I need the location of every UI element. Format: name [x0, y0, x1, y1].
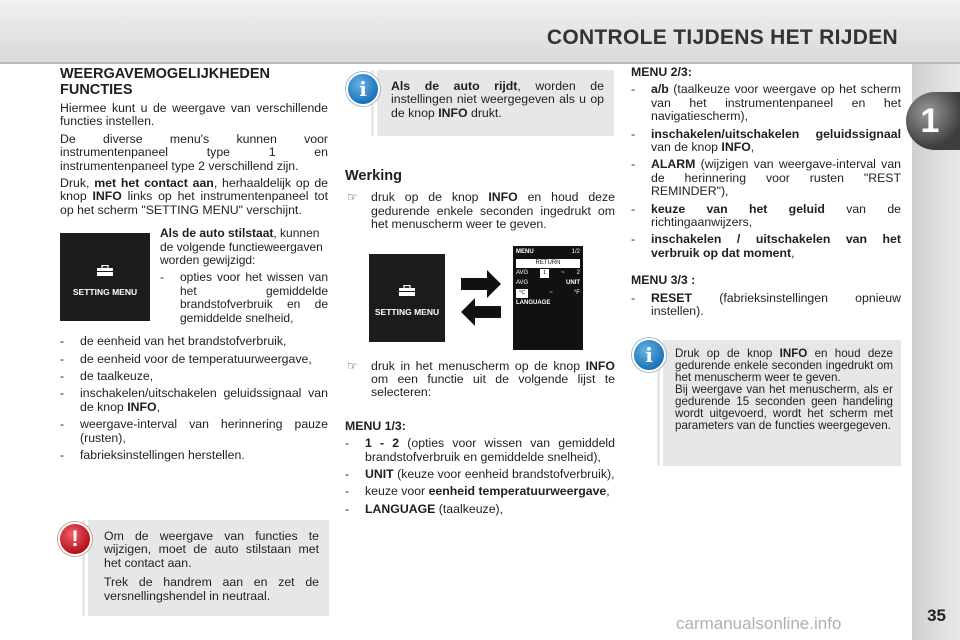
menu-1-list: [345, 437, 615, 516]
setting-menu-label: SETTING MENU: [374, 307, 440, 318]
stilstaat-text: Als de auto stilstaat, kunnen de volgende functieweergaven worden gewijzigd: - opties voor het wissen van het gemiddelde brandstofverbruik en de gemiddelde snelheid,: [160, 227, 328, 329]
list-item: - 1 - 2 (opties voor wissen van gemiddeld brandstofverbruik en gemiddelde snelheid),: [345, 437, 615, 464]
column-left: [60, 66, 328, 466]
intro-paragraph: Hiermee kunt u de weergave van verschillende functies instellen.: [60, 101, 328, 129]
column-middle: [345, 170, 615, 520]
menu-2-list: [631, 83, 901, 260]
list-item: - fabrieksinstellingen herstellen.: [60, 449, 328, 462]
werking-title: Werking: [345, 168, 402, 184]
warning-text-2: Trek de handrem aan en zet de versnellingshendel in neutraal.: [104, 575, 319, 603]
info-box-bottom: [660, 340, 901, 466]
werking-step-2: ☞ druk in het menuscherm op de knop INFO om een functie uit de volgende lijst te selecteren:: [347, 358, 615, 400]
werking-step-1: ☞ druk op de knop INFO en houd deze gedurende enkele seconden ingedrukt om het menuscherm weer te geven.: [347, 190, 615, 232]
list-item: - inschakelen / uitschakelen van het verbruik op dat moment,: [631, 233, 901, 260]
info-icon: i: [346, 72, 380, 106]
exclamation-icon: !: [58, 522, 92, 556]
setting-menu-label: SETTING MENU: [72, 287, 138, 298]
info-bottom-text-1: Druk op de knop INFO en houd deze gedurende enkele seconden ingedrukt om het menuscherm weer te geven.: [675, 347, 894, 384]
list-item: - weergave-interval van herinnering pauze (rusten),: [60, 418, 328, 445]
page-header-title: CONTROLE TIJDENS HET RIJDEN: [546, 26, 898, 49]
warning-text-1: Om de weergave van functies te wijzigen, moet de auto stilstaan met het contact aan.: [104, 529, 319, 570]
list-item: - inschakelen/uitschakelen geluidssignaal van de knop INFO,: [631, 128, 901, 155]
section-title: WEERGAVEMOGELIJKHEDEN FUNCTIES: [60, 66, 271, 98]
menu-screen-image: MENU 1/2 RETURN AVG 1 ~ 2 AVG UNIT °C ~ °F LANGUAGE: [513, 246, 583, 350]
stilstaat-block: [60, 227, 328, 329]
swap-arrows-icon: [457, 268, 505, 328]
menu-2-heading: MENU 2/3:: [631, 65, 692, 79]
side-strip: [912, 64, 960, 640]
menu-3-heading: MENU 3/3 :: [631, 273, 696, 288]
menu-illustration: [345, 246, 615, 350]
menu-3-list: [631, 292, 901, 319]
watermark: carmanualsonline.info: [676, 614, 842, 633]
setting-menu-screen-image: [60, 233, 150, 321]
info-top-text: Als de auto rijdt, worden de instellingen niet weergegeven als u op de knop INFO drukt.: [391, 79, 604, 120]
list-item: - LANGUAGE (taalkeuze),: [345, 503, 615, 516]
list-item: - ALARM (wijzigen van weergave-interval van de herinnering voor rusten "REST REMINDER"),: [631, 158, 901, 198]
pointing-hand-icon: ☞: [347, 190, 358, 205]
info-box-top: [374, 70, 614, 136]
warning-box: [85, 520, 329, 616]
menu-return: RETURN: [516, 259, 580, 268]
chapter-tab[interactable]: 1: [906, 92, 960, 150]
list-item: - de taalkeuze,: [60, 370, 328, 383]
toolbox-icon: [398, 285, 416, 297]
list-item: - inschakelen/uitschakelen geluidssignaal van de knop INFO,: [60, 387, 328, 414]
function-list: [60, 335, 328, 462]
list-item: - opties voor het wissen van het gemiddelde brandstofverbruik en de gemiddelde snelheid,: [160, 271, 328, 325]
list-item: - keuze voor eenheid temperatuurweergave,: [345, 485, 615, 498]
menus-paragraph: De diverse menu's kunnen voor instrumentenpaneel type 1 en instrumentenpaneel type 2 verschillend zijn.: [60, 131, 328, 173]
menu-1-heading: MENU 1/3:: [345, 418, 406, 433]
list-item: - RESET (fabrieksinstellingen opnieuw instellen).: [631, 292, 901, 319]
header-band: [0, 0, 960, 64]
list-item: - UNIT (keuze voor eenheid brandstofverbruik),: [345, 468, 615, 481]
list-item: - keuze van het geluid van de richtingaanwijzers,: [631, 203, 901, 230]
instruction-paragraph: Druk, met het contact aan, herhaaldelijk op de knop INFO links op het instrumentenpaneel tot op het scherm "SETTING MENU" verschijnt.: [60, 176, 329, 217]
list-item: - de eenheid van het brandstofverbruik,: [60, 335, 328, 348]
info-icon: i: [632, 338, 666, 372]
info-bottom-text-2: Bij weergave van het menuscherm, als er gedurende 15 seconden geen handeling wordt uitgevoerd, wordt het scherm met parameters van de functies weergegeven.: [675, 383, 893, 432]
list-item: - de eenheid voor de temperatuurweergave,: [60, 353, 328, 366]
list-item: - a/b (taalkeuze voor weergave op het scherm van het instrumentenpaneel en het navigatiescherm),: [631, 83, 901, 123]
page-number: 35: [927, 606, 946, 625]
toolbox-icon: [96, 265, 114, 277]
pointing-hand-icon: ☞: [347, 358, 358, 373]
column-right: [631, 66, 901, 323]
setting-menu-screen-image: [369, 254, 445, 342]
